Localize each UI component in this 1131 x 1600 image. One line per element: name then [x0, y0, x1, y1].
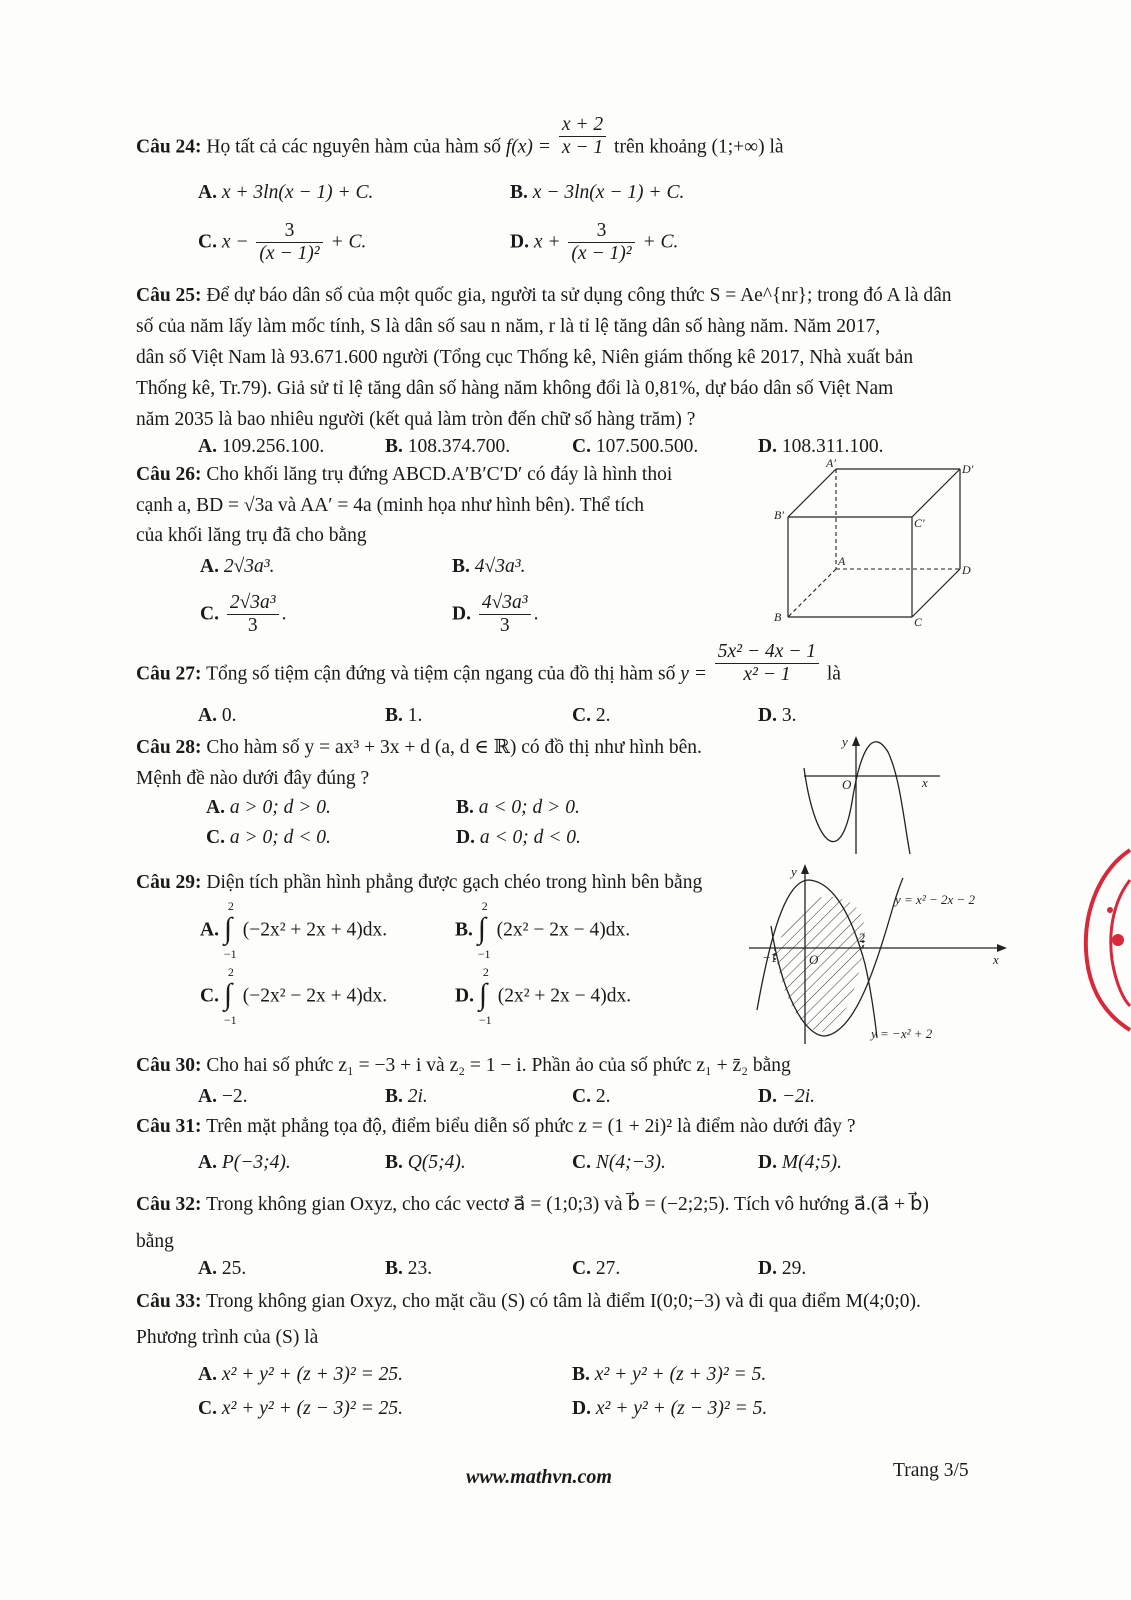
q24-label: Câu 24:: [136, 136, 202, 158]
edge-d1c1: [912, 469, 960, 517]
q25-text-1: Để dự báo dân số của một quốc gia, người ta sử dụng công thức S = Ae^{nr}; trong đó A là dân: [206, 285, 952, 306]
q30-option-b-key: B.: [385, 1086, 403, 1107]
q28-origin-label: O: [842, 777, 852, 792]
q28-cubic-graph: [800, 732, 950, 860]
q26-option-d-num: 4√3a³: [479, 592, 531, 615]
q24-option-d-key: D.: [510, 231, 529, 253]
q27-option-a-key: A.: [198, 705, 217, 726]
q32-option-c-key: C.: [572, 1258, 591, 1279]
label-a1: A′: [826, 456, 836, 470]
q33-option-b-value: x² + y² + (z + 3)² = 5.: [594, 1364, 767, 1385]
q25-line-1: [136, 286, 952, 306]
q29-text: Diện tích phần hình phẳng được gạch chéo trong hình bên bằng: [206, 872, 703, 893]
q24-option-c-pre: x −: [221, 231, 249, 253]
q31-label: Câu 31:: [136, 1116, 202, 1137]
q29-hatched-region: [775, 897, 865, 1032]
q28-option-d-value: a < 0; d < 0.: [479, 827, 581, 848]
q29-b-upper: 2: [481, 899, 488, 913]
q28-text-1: Cho hàm số y = ax³ + 3x + d (a, d ∈ ℝ) có đồ thị như hình bên.: [206, 737, 702, 758]
q33-option-b[interactable]: [572, 1365, 766, 1385]
q26-option-b-key: B.: [452, 556, 470, 577]
q28-curve: [804, 742, 910, 854]
q26-option-c-den: 3: [247, 615, 258, 637]
q24-option-c[interactable]: [198, 220, 366, 266]
q26-option-b[interactable]: [452, 557, 525, 577]
q29-d-lower: −1: [478, 1013, 492, 1027]
q24-den: x − 1: [561, 137, 604, 159]
q28-option-b-value: a < 0; d > 0.: [478, 797, 580, 818]
q29-option-b-value: (2x² − 2x − 4)dx.: [496, 919, 631, 941]
q25-option-b-key: B.: [385, 436, 403, 457]
integral-sign-icon: ∫ 2 −1: [223, 899, 237, 961]
q33-label: Câu 33:: [136, 1291, 202, 1312]
q31-option-a[interactable]: [198, 1153, 291, 1173]
q27-label: Câu 27:: [136, 663, 202, 685]
q30-option-a-key: A.: [198, 1086, 217, 1107]
q33-stem: [136, 1292, 921, 1312]
q27-option-b-value: 1.: [407, 705, 423, 726]
q24-option-b[interactable]: [510, 183, 684, 203]
q32-option-d[interactable]: [758, 1259, 806, 1279]
q27-fraction: [715, 641, 819, 687]
q26-option-d-fraction: [479, 592, 531, 638]
q31-option-a-key: A.: [198, 1152, 217, 1173]
q24-text-b: trên khoảng: [614, 136, 707, 158]
q25-option-b[interactable]: [385, 437, 510, 457]
q28-line-2: Mệnh đề nào dưới đây đúng ?: [136, 768, 370, 789]
q31-option-b-key: B.: [385, 1152, 403, 1173]
q24-stem: [136, 114, 784, 160]
q32-option-c[interactable]: [572, 1259, 620, 1279]
integral-sign-icon: ∫ 2 −1: [477, 899, 491, 961]
q33-option-c-value: x² + y² + (z − 3)² = 25.: [221, 1398, 404, 1419]
q32-option-b-key: B.: [385, 1258, 403, 1279]
q26-option-c[interactable]: C. $\frac{\text{2√3a³}}{3}$ .: [200, 592, 287, 637]
q31-option-b-value: Q(5;4).: [407, 1152, 466, 1173]
q31-option-c[interactable]: [572, 1153, 666, 1173]
q27-option-c-key: C.: [572, 705, 591, 726]
q30-option-b[interactable]: [385, 1087, 428, 1107]
q29-a-upper: 2: [227, 899, 234, 913]
q24-fraction: [559, 114, 606, 160]
q32-option-c-value: 27.: [595, 1258, 621, 1279]
q26-option-a-value: 2√3a³.: [223, 556, 275, 577]
q29-origin-label: O: [809, 952, 819, 967]
q24-option-d-num: 3: [568, 220, 634, 243]
q24-text-c: là: [769, 136, 784, 158]
q29-two-label: 2: [859, 930, 866, 945]
label-b1: B′: [774, 508, 784, 522]
q28-option-b[interactable]: [456, 798, 580, 818]
q29-option-b-key: B.: [455, 919, 473, 941]
q29-option-d[interactable]: [455, 965, 632, 1027]
q28-option-c-value: a > 0; d < 0.: [229, 827, 331, 848]
q28-line-1: [136, 738, 702, 758]
q25-option-b-value: 108.374.700.: [407, 436, 511, 457]
q26-option-a[interactable]: [200, 557, 275, 577]
q32-label: Câu 32:: [136, 1194, 202, 1215]
q24-option-c-key: C.: [198, 231, 217, 253]
label-a: A: [838, 554, 846, 568]
q26-line-1: [136, 465, 672, 485]
q27-text: Tổng số tiệm cận đứng và tiệm cận ngang của đồ thị hàm số: [206, 663, 676, 685]
q30-option-c-key: C.: [572, 1086, 591, 1107]
q29-y-label: y: [791, 864, 797, 879]
q33-option-d-key: D.: [572, 1398, 591, 1419]
q24-option-d-den: (x − 1)²: [571, 243, 632, 265]
q31-option-c-key: C.: [572, 1152, 591, 1173]
q29-option-d-value: (2x² + 2x − 4)dx.: [497, 985, 632, 1007]
q25-option-d-value: 108.311.100.: [781, 436, 884, 457]
q26-option-b-value: 4√3a³.: [474, 556, 526, 577]
label-d: D: [962, 563, 971, 577]
q28-option-b-key: B.: [456, 797, 474, 818]
q29-curve2-label: y = −x² + 2: [871, 1026, 933, 1041]
label-c: C: [914, 615, 923, 629]
q24-interval: (1;+∞): [711, 136, 765, 158]
q27-option-a[interactable]: [198, 706, 236, 726]
q30-option-b-value: 2i.: [407, 1086, 428, 1107]
q29-a-lower: −1: [223, 947, 237, 961]
q24-option-a-value: x + 3ln(x − 1) + C.: [221, 182, 374, 203]
q29-x-label: x: [993, 952, 999, 967]
q24-option-b-key: B.: [510, 182, 528, 203]
page-number: Trang 3/5: [893, 1460, 969, 1481]
q27-option-c[interactable]: [572, 706, 610, 726]
q24-option-a-key: A.: [198, 182, 217, 203]
q29-option-c-key: C.: [200, 985, 219, 1007]
q32-option-b-value: 23.: [407, 1258, 433, 1279]
q26-line-3: của khối lăng trụ đã cho bằng: [136, 525, 367, 546]
q28-option-c-key: C.: [206, 827, 225, 848]
q31-option-d[interactable]: [758, 1153, 842, 1173]
q26-option-c-fraction: [227, 592, 279, 638]
q31-option-a-value: P(−3;4).: [221, 1152, 291, 1173]
q30-option-d-key: D.: [758, 1086, 777, 1107]
q33-option-b-key: B.: [572, 1364, 590, 1385]
q29-curve1-label: y = x² − 2x − 2: [895, 892, 976, 907]
q26-line-2: cạnh a, BD = √3a và AA′ = 4a (minh họa như hình bên). Thể tích: [136, 495, 645, 516]
q27-option-b[interactable]: [385, 706, 422, 726]
q33-option-a-value: x² + y² + (z + 3)² = 25.: [221, 1364, 404, 1385]
q29-option-c-value: (−2x² − 2x + 4)dx.: [242, 985, 388, 1007]
q24-option-d[interactable]: [510, 220, 678, 266]
q24-option-d-fraction: [568, 220, 634, 266]
q32-option-a-value: 25.: [221, 1258, 247, 1279]
q32-stem: [136, 1195, 929, 1215]
q29-b-lower: −1: [477, 947, 491, 961]
q27-option-c-value: 2.: [595, 705, 611, 726]
q29-c-upper: 2: [227, 965, 234, 979]
q33-option-a[interactable]: [198, 1365, 403, 1385]
q32-option-a[interactable]: [198, 1259, 246, 1279]
q29-label: Câu 29:: [136, 872, 202, 893]
q27-option-d-value: 3.: [781, 705, 797, 726]
q28-option-a-value: a > 0; d > 0.: [229, 797, 331, 818]
stamp-fragment: [1070, 840, 1131, 1040]
q26-option-d-key: D.: [452, 603, 471, 625]
q26-option-d-den: 3: [499, 615, 510, 637]
q29-option-a-value: (−2x² + 2x + 4)dx.: [242, 919, 388, 941]
q25-option-a-key: A.: [198, 436, 217, 457]
q24-option-d-pre: x +: [533, 231, 561, 253]
q29-option-c[interactable]: [200, 965, 388, 1027]
q30-stem: [136, 1056, 791, 1076]
q26-option-d[interactable]: D. $\frac{\text{4√3a³}}{3}$ .: [452, 592, 539, 637]
q25-label: Câu 25:: [136, 285, 202, 306]
q28-option-d[interactable]: [456, 828, 581, 848]
q25-line-3: dân số Việt Nam là 93.671.600 người (Tổng cục Thống kê, Niên giám thống kê 2017, Nhà xuất bản: [136, 347, 914, 368]
integral-sign-icon: ∫ 2 −1: [478, 965, 492, 1027]
q25-line-4: Thống kê, Tr.79). Giả sử tỉ lệ tăng dân số hàng năm không đổi là 0,81%, dự báo dân số Việt Nam: [136, 378, 894, 399]
q24-option-a[interactable]: [198, 183, 373, 203]
q24-text: Họ tất cả các nguyên hàm của hàm số: [206, 136, 501, 158]
q32-option-d-key: D.: [758, 1258, 777, 1279]
edge-cd: [912, 569, 960, 617]
q28-y-label: y: [842, 734, 848, 749]
q27-option-d[interactable]: [758, 706, 796, 726]
q24-option-c-num: 3: [256, 220, 322, 243]
q33-option-c[interactable]: [198, 1399, 403, 1419]
q33-text: Trong không gian Oxyz, cho mặt cầu (S) có tâm là điểm I(0;0;−3) và đi qua điểm M(4;0;0).: [206, 1291, 921, 1312]
q27-option-d-key: D.: [758, 705, 777, 726]
edge-b1a1: [788, 469, 836, 517]
q25-option-d-key: D.: [758, 436, 777, 457]
q24-option-c-post: + C.: [330, 231, 367, 253]
q27-tail: là: [826, 663, 841, 685]
q33-stem-2: Phương trình của (S) là: [136, 1327, 319, 1348]
q29-option-a-key: A.: [200, 919, 219, 941]
label-c1: C′: [914, 516, 925, 530]
q29-minus-one-label: −1: [763, 950, 777, 965]
q29-stem: [136, 873, 702, 893]
q29-c-lower: −1: [223, 1013, 237, 1027]
q31-option-b[interactable]: [385, 1153, 466, 1173]
q29-x-arrow-icon: [997, 944, 1007, 952]
q29-d-upper: 2: [482, 965, 489, 979]
q29-y-arrow-icon: [801, 864, 809, 874]
q30-label: Câu 30:: [136, 1055, 202, 1076]
q24-option-c-fraction: [256, 220, 322, 266]
q30-text: Cho hai số phức z₁ = −3 + i và z₂ = 1 − i. Phần ảo của số phức z₁ + z̄₂ bằng: [206, 1055, 791, 1076]
q25-option-c-key: C.: [572, 436, 591, 457]
q25-option-a[interactable]: [198, 437, 324, 457]
q29-option-b[interactable]: [455, 899, 631, 961]
q32-option-b[interactable]: [385, 1259, 432, 1279]
q30-option-c-value: 2.: [595, 1086, 611, 1107]
q33-option-a-key: A.: [198, 1364, 217, 1385]
q27-func: y =: [680, 663, 707, 685]
q26-option-a-key: A.: [200, 556, 219, 577]
q32-stem-2: bằng: [136, 1231, 174, 1252]
q27-option-a-value: 0.: [221, 705, 237, 726]
q27-option-b-key: B.: [385, 705, 403, 726]
q25-option-c[interactable]: [572, 437, 698, 457]
q31-stem: [136, 1117, 855, 1137]
q27-num: 5x² − 4x − 1: [715, 641, 819, 664]
q32-option-a-key: A.: [198, 1258, 217, 1279]
q24-option-b-value: x − 3ln(x − 1) + C.: [532, 182, 685, 203]
q25-line-5: năm 2035 là bao nhiêu người (kết quả làm tròn đến chữ số hàng trăm) ?: [136, 409, 696, 430]
q28-option-c[interactable]: [206, 828, 331, 848]
q26-prism-figure: [770, 455, 980, 635]
q25-option-d[interactable]: [758, 437, 884, 457]
q31-option-d-value: M(4;5).: [781, 1152, 842, 1173]
q31-text: Trên mặt phẳng tọa độ, điểm biểu diễn số phức z = (1 + 2i)² là điểm nào dưới đây ?: [206, 1116, 856, 1137]
q24-func: f(x) =: [505, 136, 551, 158]
q30-option-d[interactable]: [758, 1087, 815, 1107]
q31-option-c-value: N(4;−3).: [595, 1152, 666, 1173]
q27-den: x² − 1: [743, 664, 791, 686]
q29-option-a[interactable]: [200, 899, 388, 961]
q30-option-a-value: −2.: [221, 1086, 248, 1107]
q30-option-d-value: −2i.: [781, 1086, 816, 1107]
q26-label: Câu 26:: [136, 464, 202, 485]
label-d1: D′: [962, 462, 974, 476]
q29-option-d-key: D.: [455, 985, 474, 1007]
q32-text: Trong không gian Oxyz, cho các vectơ a⃗ = (1;0;3) và b⃗ = (−2;2;5). Tích vô hướng a⃗.(a⃗ + b⃗): [206, 1194, 929, 1215]
q26-text-1: Cho khối lăng trụ đứng ABCD.A′B′C′D′ có đáy là hình thoi: [206, 464, 673, 485]
q26-option-c-num: 2√3a³: [227, 592, 279, 615]
q30-option-c[interactable]: [572, 1087, 610, 1107]
q30-option-a[interactable]: [198, 1087, 247, 1107]
q28-x-label: x: [922, 775, 928, 790]
q28-option-a-key: A.: [206, 797, 225, 818]
footer-url[interactable]: www.mathvn.com: [466, 1466, 612, 1488]
q29-area-graph: [745, 860, 1010, 1050]
q28-option-d-key: D.: [456, 827, 475, 848]
q25-line-2: số của năm lấy làm mốc tính, S là dân số sau n năm, r là tỉ lệ tăng dân số hàng năm. Năm 2017,: [136, 316, 881, 337]
q33-option-d-value: x² + y² + (z − 3)² = 5.: [595, 1398, 768, 1419]
q31-option-d-key: D.: [758, 1152, 777, 1173]
q24-num: x + 2: [559, 114, 606, 137]
q26-option-c-key: C.: [200, 603, 219, 625]
q33-option-d[interactable]: [572, 1399, 767, 1419]
q25-option-c-value: 107.500.500.: [595, 436, 699, 457]
q32-option-d-value: 29.: [781, 1258, 807, 1279]
q24-option-c-den: (x − 1)²: [259, 243, 320, 265]
q27-stem: [136, 641, 841, 687]
q24-option-d-post: + C.: [642, 231, 679, 253]
q28-y-arrow-icon: [852, 736, 860, 746]
q33-option-c-key: C.: [198, 1398, 217, 1419]
q28-label: Câu 28:: [136, 737, 202, 758]
q28-option-a[interactable]: [206, 798, 331, 818]
edge-ab-hidden: [788, 569, 836, 617]
integral-sign-icon: ∫ 2 −1: [223, 965, 237, 1027]
label-b: B: [774, 610, 782, 624]
q25-option-a-value: 109.256.100.: [221, 436, 325, 457]
